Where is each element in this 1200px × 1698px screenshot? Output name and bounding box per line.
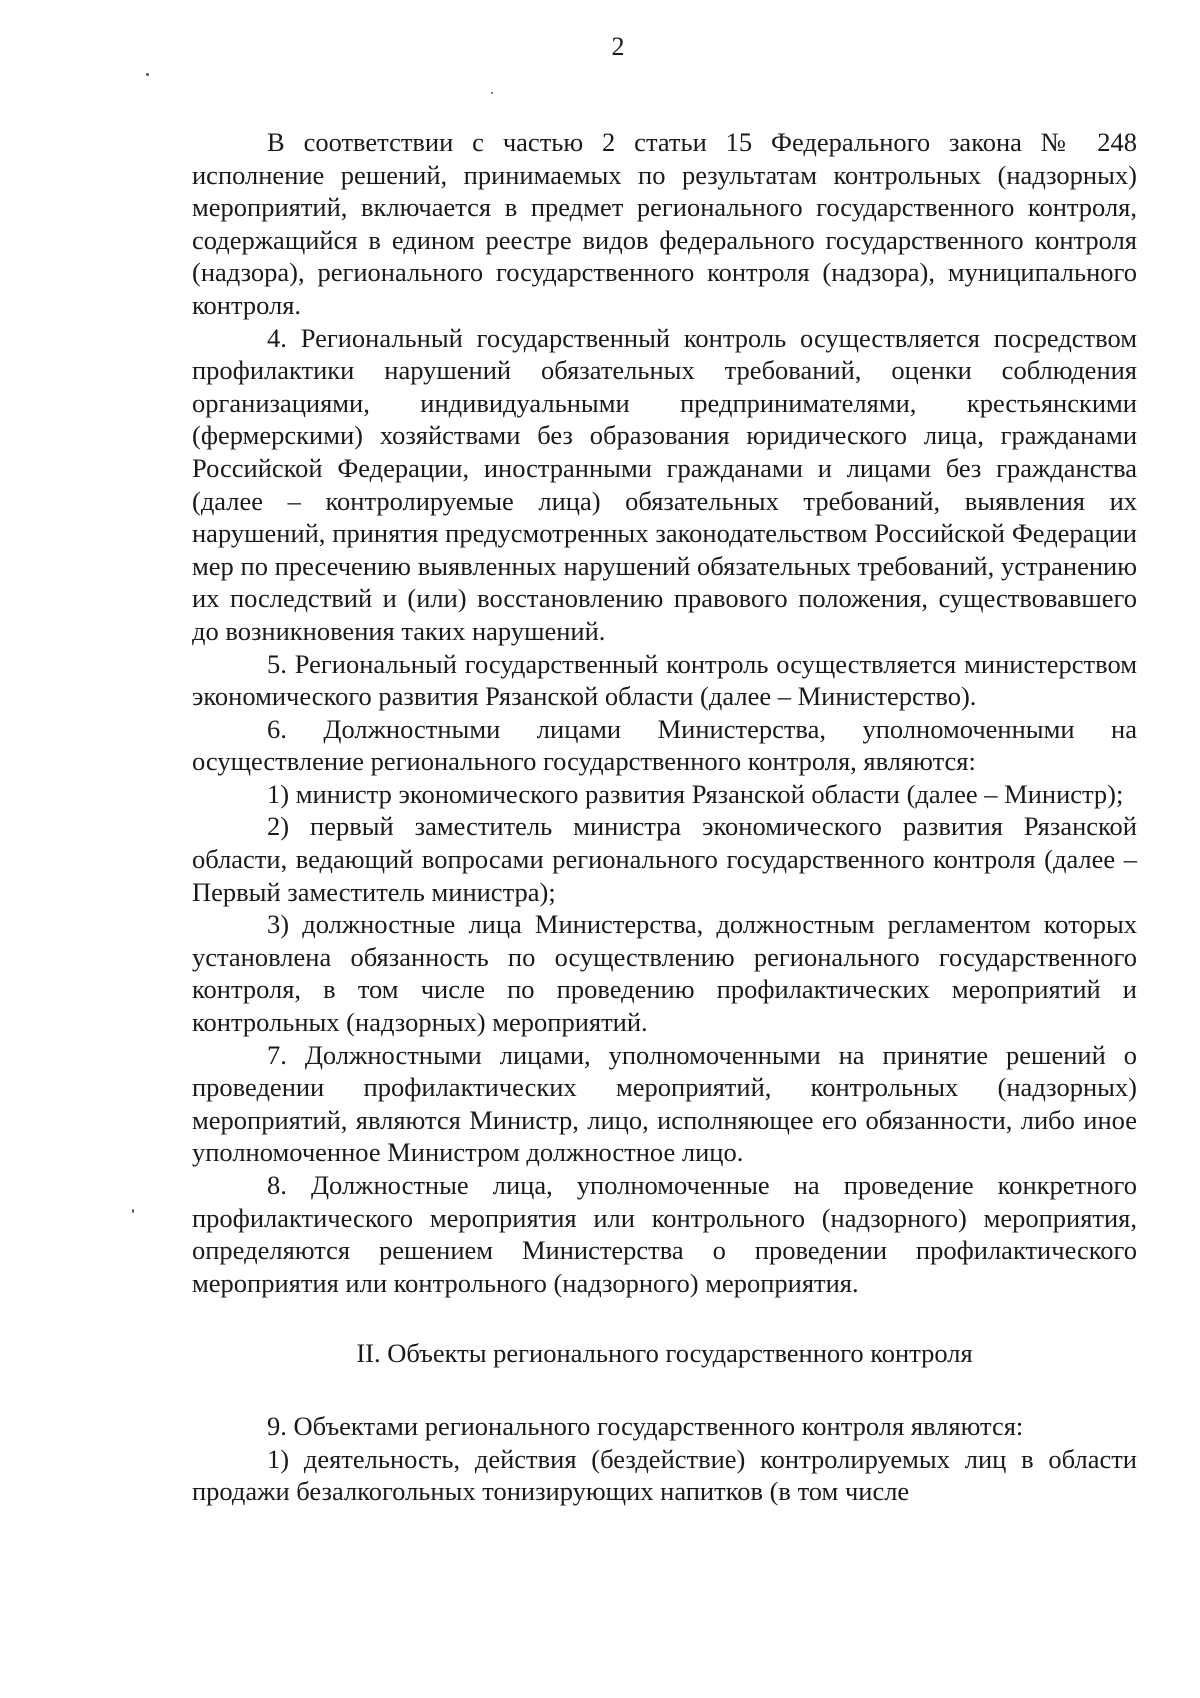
paragraph-5: 5. Региональный государственный контроль осуществляется министерством экономического развития Рязанской области (далее – Министерство). [192, 648, 1137, 712]
paragraph-6-item-1: 1) министр экономического развития Рязанской области (далее – Министр); [267, 778, 1124, 809]
scan-speck [132, 1209, 134, 1213]
document-body [192, 126, 1137, 1508]
paragraph-7: 7. Должностными лицами, уполномоченными на принятие решений о проведении профилактических мероприятий, контрольных (надзорных) мероприятий, являются Министр, лицо, исполняющее его обязанности, либо иное уполномоченное Министром должностное лицо. [192, 1039, 1137, 1168]
paragraph-6-item-3: 3) должностные лица Министерства, должностным регламентом которых установлена обязанность по осуществлению регионального государственного контроля, в том числе по проведению профилактических мероприятий и контрольных (надзорных) мероприятий. [192, 909, 1137, 1038]
section-heading: II. Объекты регионального государственного контроля [356, 1338, 973, 1369]
page-number: 2 [611, 32, 625, 61]
paragraph-8: 8. Должностные лица, уполномоченные на проведение конкретного профилактического мероприятия или контрольного (надзорного) мероприятия, определяются решением Министерства о проведении профилактического мероприятия или контрольного (надзорного) мероприятия. [192, 1170, 1137, 1298]
scan-speck [146, 73, 149, 76]
paragraph-6-item-2: 2) первый заместитель министра экономического развития Рязанской области, ведающий вопросами регионального государственного контроля (далее – Первый заместитель министра); [192, 811, 1137, 907]
scan-speck [491, 92, 493, 94]
paragraph-4: 4. Региональный государственный контроль осуществляется посредством профилактики нарушений обязательных требований, оценки соблюдения организациями, индивидуальными предпринимателями, крестьянскими (фермерскими) хозяйствами без образования юридического лица, гражданами Российской Федерации, иностранными гражданами и лицами без гражданства (далее – контролируемые лица) обязательных требований, выявления их нарушений, принятия предусмотренных законодательством Российской Федерации мер по пресечению выявленных нарушений обязательных требований, устранению их последствий и (или) восстановлению правового положения, существовавшего до возникновения таких нарушений. [192, 322, 1137, 646]
paragraph-9-item-1: 1) деятельность, действия (бездействие) контролируемых лиц в области продажи безалкогольных тонизирующих напитков (в том числе [192, 1443, 1137, 1507]
paragraph-6: 6. Должностными лицами Министерства, уполномоченными на осуществление регионального государственного контроля, являются: [192, 713, 1137, 777]
paragraph-9: 9. Объектами регионального государственного контроля являются: [267, 1410, 1024, 1441]
paragraph-enforcement: В соответствии с частью 2 статьи 15 Федерального закона № 248 исполнение решений, принимаемых по результатам контрольных (надзорных) мероприятий, включается в предмет регионального государственного контроля, содержащийся в едином реестре видов федерального государственного контроля (надзора), регионального государственного контроля (надзора), муниципального контроля. [192, 127, 1137, 320]
